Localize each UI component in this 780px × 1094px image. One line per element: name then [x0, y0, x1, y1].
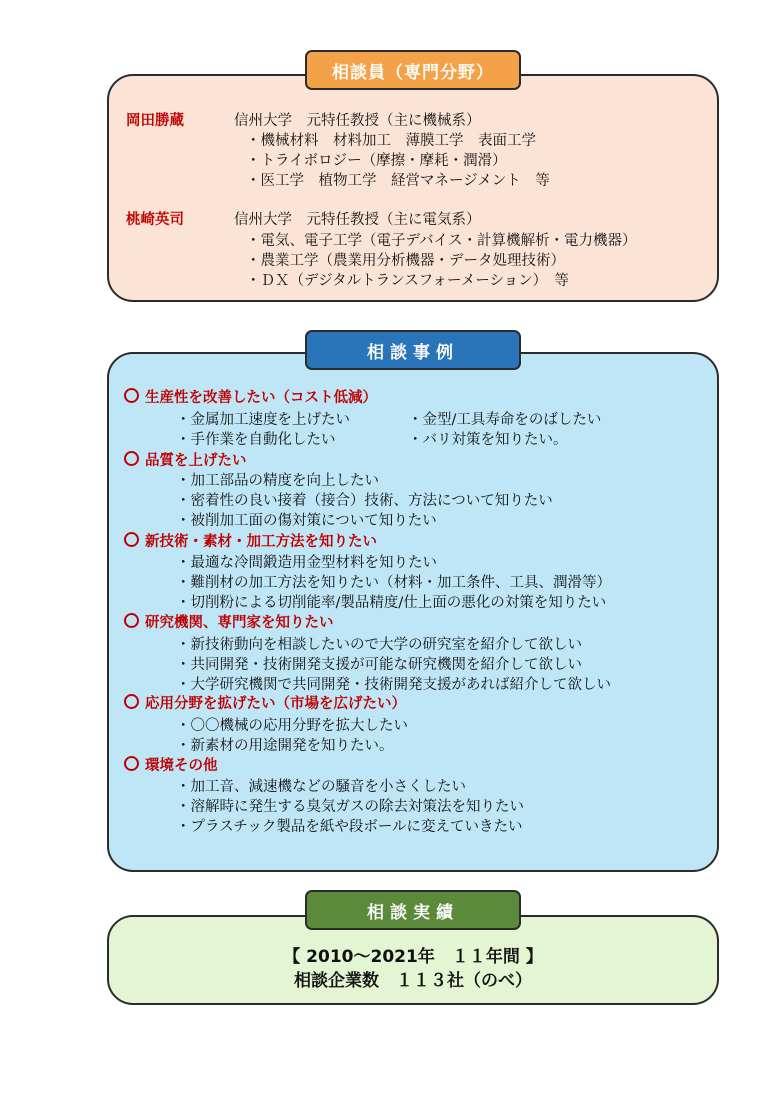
- circle-icon: [124, 756, 139, 771]
- circle-icon: [124, 388, 139, 403]
- consultant-name: 桃崎英司: [126, 212, 184, 228]
- consultant-field: ・トライボロジー（摩擦・摩耗・潤滑）: [246, 153, 507, 169]
- circle-icon: [124, 694, 139, 709]
- case-item: ・新素材の用途開発を知りたい。: [176, 738, 394, 754]
- consultants-title: 相談員（専門分野）: [305, 50, 521, 90]
- results-count: 相談企業数 １１３社（のべ）: [294, 971, 532, 991]
- case-item: ・〇〇機械の応用分野を拡大したい: [176, 718, 408, 734]
- case-item: ・バリ対策を知りたい。: [408, 432, 568, 448]
- case-category: [124, 388, 377, 408]
- case-category: [124, 451, 247, 471]
- consultant-field: ・医工学 植物工学 経営マネージメント 等: [246, 173, 550, 189]
- case-category: [124, 613, 334, 633]
- case-item: ・密着性の良い接着（接合）技術、方法について知りたい: [176, 493, 553, 509]
- case-item: ・金型/工具寿命をのばしたい: [408, 412, 602, 428]
- cases-title: 相談事例: [305, 330, 521, 370]
- case-item: ・切削粉による切削能率/製品精度/仕上面の悪化の対策を知りたい: [176, 595, 607, 611]
- circle-icon: [124, 613, 139, 628]
- case-category: [124, 694, 406, 714]
- case-category: [124, 756, 218, 776]
- case-item: ・加工音、減速機などの騒音を小さくしたい: [176, 779, 466, 795]
- case-category-title: 環境その他: [145, 758, 218, 774]
- case-category-title: 応用分野を拡げたい（市場を広げたい）: [145, 696, 406, 712]
- case-item: ・加工部品の精度を向上したい: [176, 473, 379, 489]
- circle-icon: [124, 451, 139, 466]
- case-category: [124, 532, 377, 552]
- consultant-name: 岡田勝蔵: [126, 113, 184, 129]
- consultant-affiliation: 信州大学 元特任教授（主に機械系）: [234, 113, 481, 129]
- case-item: ・プラスチック製品を紙や段ボールに変えていきたい: [176, 819, 523, 835]
- case-item: ・共同開発・技術開発支援が可能な研究機関を紹介して欲しい: [176, 657, 582, 673]
- consultant-affiliation: 信州大学 元特任教授（主に電気系）: [234, 212, 481, 228]
- case-item: ・手作業を自動化したい: [176, 432, 336, 448]
- consultant-field: ・ＤＸ（デジタルトランスフォーメーション） 等: [246, 273, 569, 289]
- case-item: ・金属加工速度を上げたい: [176, 412, 350, 428]
- case-item: ・新技術動向を相談したいので大学の研究室を紹介して欲しい: [176, 637, 582, 653]
- case-category-title: 研究機関、専門家を知りたい: [145, 615, 334, 631]
- case-item: ・難削材の加工方法を知りたい（材料・加工条件、工具、潤滑等）: [176, 575, 611, 591]
- results-title: 相談実績: [305, 890, 521, 930]
- circle-icon: [124, 532, 139, 547]
- case-item: ・大学研究機関で共同開発・技術開発支援があれば紹介して欲しい: [176, 677, 611, 693]
- consultant-field: ・電気、電子工学（電子デバイス・計算機解析・電力機器）: [246, 233, 637, 249]
- case-item: ・最適な冷間鍛造用金型材料を知りたい: [176, 555, 437, 571]
- case-category-title: 新技術・素材・加工方法を知りたい: [145, 534, 377, 550]
- case-category-title: 生産性を改善したい（コスト低減）: [145, 390, 377, 406]
- results-period: 【 2010～2021年 １１年間 】: [283, 947, 543, 967]
- case-item: ・被削加工面の傷対策について知りたい: [176, 513, 437, 529]
- consultant-field: ・農業工学（農業用分析機器・データ処理技術）: [246, 253, 565, 269]
- case-item: ・溶解時に発生する臭気ガスの除去対策法を知りたい: [176, 799, 524, 815]
- consultant-field: ・機械材料 材料加工 薄膜工学 表面工学: [246, 133, 536, 149]
- case-category-title: 品質を上げたい: [145, 453, 247, 469]
